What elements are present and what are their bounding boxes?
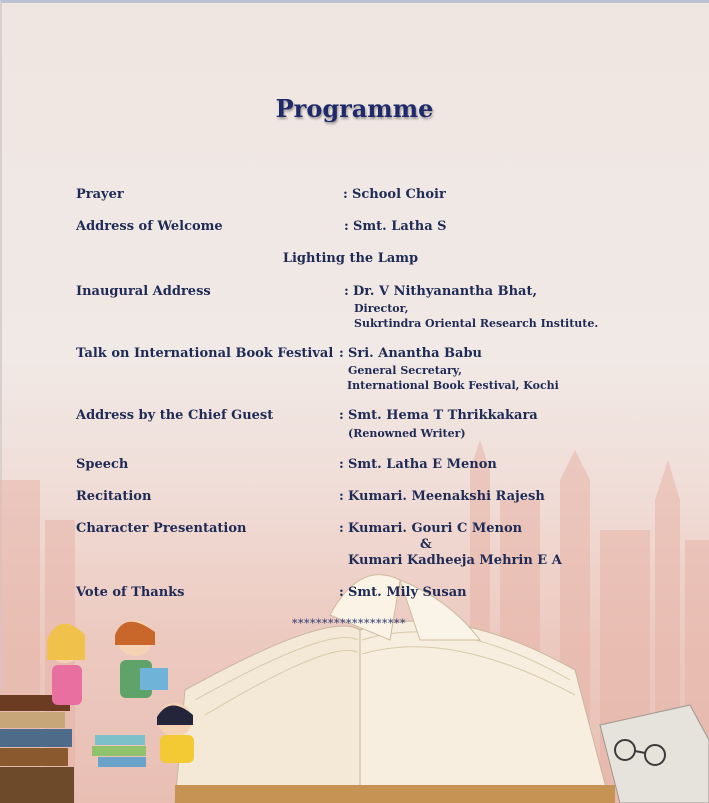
page-title: Programme: [275, 94, 434, 123]
item-separator: :: [344, 284, 349, 299]
item-label: Address of Welcome: [76, 219, 223, 234]
item-separator: :: [339, 346, 344, 361]
open-book-icon: [175, 575, 615, 803]
item-subtext: General Secretary,: [348, 364, 462, 377]
item-value: Kumari. Meenakshi Rajesh: [348, 489, 545, 504]
star-divider: *******************: [292, 617, 406, 630]
item-value: School Choir: [352, 187, 446, 202]
lighting-lamp-heading: Lighting the Lamp: [282, 251, 419, 266]
item-label: Inaugural Address: [76, 284, 211, 299]
item-value: Smt. Mily Susan: [348, 585, 467, 600]
item-value: Kumari Kadheeja Mehrin E A: [348, 553, 562, 568]
item-separator: :: [339, 408, 344, 423]
item-label: Speech: [76, 457, 129, 472]
item-value: Kumari. Gouri C Menon: [348, 521, 523, 536]
item-subtext: Director,: [354, 302, 409, 315]
item-value: Smt. Latha S: [353, 219, 447, 234]
item-label: Talk on International Book Festival: [76, 346, 334, 361]
item-label: Recitation: [76, 489, 152, 504]
item-separator: :: [343, 187, 348, 202]
item-label: Vote of Thanks: [76, 585, 185, 600]
item-separator: :: [344, 219, 349, 234]
item-value: Smt. Latha E Menon: [348, 457, 497, 472]
item-value: Sri. Anantha Babu: [348, 346, 482, 361]
item-value: Dr. V Nithyanantha Bhat,: [353, 284, 537, 299]
item-ampersand: &: [420, 537, 432, 552]
item-separator: :: [339, 521, 344, 536]
item-subtext: Sukrtindra Oriental Research Institute.: [354, 317, 599, 330]
item-subtext: International Book Festival, Kochi: [347, 379, 559, 392]
item-label: Prayer: [76, 187, 124, 202]
item-subtext: (Renowned Writer): [348, 427, 466, 440]
item-separator: :: [339, 585, 344, 600]
item-label: Address by the Chief Guest: [76, 408, 274, 423]
item-separator: :: [339, 489, 344, 504]
item-value: Smt. Hema T Thrikkakara: [348, 408, 538, 423]
item-label: Character Presentation: [76, 521, 247, 536]
item-separator: :: [339, 457, 344, 472]
